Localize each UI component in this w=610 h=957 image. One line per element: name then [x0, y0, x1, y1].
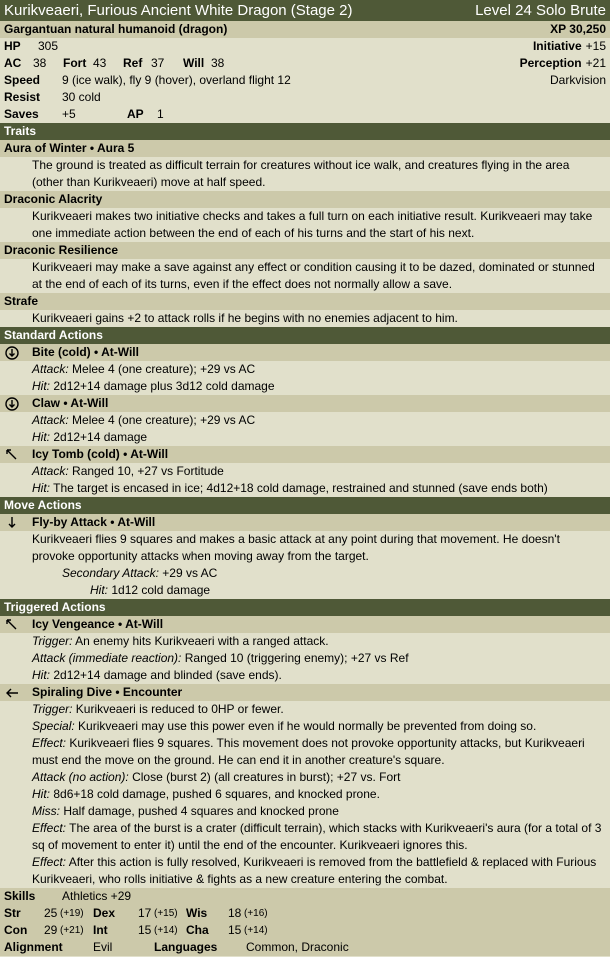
- hit-text: 1d12 cold damage: [111, 583, 211, 597]
- traits-heading: Traits: [0, 123, 610, 140]
- power-title-row: [0, 395, 610, 412]
- trait-aura: [0, 140, 610, 191]
- monster-level: Level 24 Solo Brute: [475, 2, 606, 19]
- effect-label: Effect:: [32, 855, 67, 869]
- standard-actions-heading: Standard Actions: [0, 327, 610, 344]
- alignment-line: [0, 939, 610, 956]
- power-title-row: [0, 446, 610, 463]
- resist-label: Resist: [4, 90, 41, 104]
- attack-text: Ranged 10, +27 vs Fortitude: [72, 464, 224, 478]
- power-spiraling-dive: [0, 684, 610, 888]
- hit-text: The target is encased in ice; 4d12+18 cold damage, restrained and stunned (save ends both): [53, 481, 548, 495]
- abilities-line-2: [0, 922, 610, 939]
- secondary-attack-label: Secondary Attack:: [62, 566, 159, 580]
- int-label: Int: [93, 923, 108, 937]
- trait-text: Kurikveaeri makes two initiative checks and takes a full turn on each initiative result. Kurikveaeri may take one immediate action between the end of each of his turns and the start of his next.: [32, 209, 593, 240]
- footer: [0, 888, 610, 956]
- attack-text: Ranged 10 (triggering enemy); +27 vs Ref: [184, 651, 409, 665]
- effect-text: The area of the burst is a crater (difficult terrain), which stacks with Kurikveaeri's aura (for a total of 3 sq of movement to enter it) until the end of the encounter. Kurikveaeri ignores this.: [32, 821, 602, 852]
- languages-value: Common, Draconic: [246, 940, 349, 954]
- speed-label: Speed: [4, 73, 41, 87]
- hit-label: Hit:: [32, 430, 50, 444]
- attack-text: Close (burst 2) (all creatures in burst); +27 vs. Fort: [132, 770, 401, 784]
- effect-text: After this action is fully resolved, Kurikveaeri is removed from the battlefield & replaced with Furious Kurikveaeri, who rolls initiative & fights as a new creature entering the combat.: [32, 855, 597, 886]
- trait-strafe: [0, 293, 610, 327]
- trait-text: Kurikveaeri gains +2 to attack rolls if he begins with no enemies adjacent to him.: [32, 311, 458, 325]
- trigger-text: An enemy hits Kurikveaeri with a ranged attack.: [75, 634, 329, 648]
- secondary-attack-text: +29 vs AC: [162, 566, 218, 580]
- languages-label: Languages: [154, 940, 218, 954]
- hit-text: 8d6+18 cold damage, pushed 6 squares, and knocked prone.: [53, 787, 380, 801]
- abilities-line-1: [0, 905, 610, 922]
- skills-value: Athletics +29: [62, 889, 132, 903]
- power-title: Icy Vengeance • At-Will: [32, 617, 164, 631]
- effect-label: Effect:: [32, 821, 67, 835]
- attack-text: Melee 4 (one creature); +29 vs AC: [72, 362, 256, 376]
- special-label: Special:: [32, 719, 75, 733]
- cha-mod: (+14): [244, 925, 268, 936]
- power-title: Spiraling Dive • Encounter: [32, 685, 183, 699]
- hit-text: 2d12+14 damage and blinded (save ends).: [53, 668, 282, 682]
- cha-label: Cha: [186, 923, 209, 937]
- hp-value: 305: [38, 39, 59, 53]
- dex-label: Dex: [93, 906, 116, 920]
- trait-alacrity: [0, 191, 610, 242]
- dex-mod: (+15): [154, 908, 178, 919]
- attack-label: Attack:: [32, 464, 69, 478]
- wis-value: 18: [228, 906, 242, 920]
- trigger-label: Trigger:: [32, 634, 73, 648]
- hit-label: Hit:: [32, 787, 50, 801]
- str-mod: (+19): [60, 908, 84, 919]
- ap-label: AP: [127, 107, 144, 121]
- ref-value: 37: [151, 56, 165, 70]
- ac-value: 38: [33, 56, 47, 70]
- saves-label: Saves: [4, 107, 39, 121]
- monster-name: Kurikveaeri, Furious Ancient White Dragon (Stage 2): [4, 2, 353, 19]
- effect-text: Kurikveaeri flies 9 squares. This movement does not provoke opportunity attacks, but Kurikveaeri must end the move on the ground. He can end it in another creature's square.: [32, 736, 585, 767]
- trait-text: Kurikveaeri may make a save against any effect or condition causing it to be dazed, dominated or stunned at the end of each of its turns, even if the effect does not normally allow a save.: [32, 260, 595, 291]
- will-label: Will: [183, 56, 205, 70]
- header-bar: [0, 0, 610, 21]
- melee-icon: [4, 515, 20, 531]
- saves-line: [0, 106, 610, 123]
- power-flyby: [0, 514, 610, 599]
- power-icy-tomb: [0, 446, 610, 497]
- hit-label: Hit:: [90, 583, 108, 597]
- trait-title: Aura of Winter • Aura 5: [0, 140, 610, 157]
- trait-text: The ground is treated as difficult terrain for creatures without ice walk, and creatures flying in the area (other than Kurikveaeri) move at half speed.: [32, 158, 570, 189]
- int-mod: (+14): [154, 925, 178, 936]
- hit-label: Hit:: [32, 668, 50, 682]
- str-value: 25: [44, 906, 58, 920]
- power-title-row: [0, 344, 610, 361]
- attack-text: Melee 4 (one creature); +29 vs AC: [72, 413, 256, 427]
- cha-value: 15: [228, 923, 242, 937]
- int-value: 15: [138, 923, 152, 937]
- hit-label: Hit:: [32, 379, 50, 393]
- ac-label: AC: [4, 56, 22, 70]
- defenses-line: [0, 55, 610, 72]
- effect-label: Effect:: [32, 736, 67, 750]
- attack-label: Attack (no action):: [32, 770, 129, 784]
- miss-label: Miss:: [32, 804, 60, 818]
- skills-line: [0, 888, 610, 905]
- trigger-label: Trigger:: [32, 702, 73, 716]
- power-title-row: [0, 616, 610, 633]
- power-title: Claw • At-Will: [32, 396, 109, 410]
- attack-label: Attack:: [32, 362, 69, 376]
- wis-mod: (+16): [244, 908, 268, 919]
- hp-label: HP: [4, 39, 21, 53]
- con-value: 29: [44, 923, 58, 937]
- trigger-text: Kurikveaeri is reduced to 0HP or fewer.: [75, 702, 284, 716]
- fort-value: 43: [93, 56, 107, 70]
- perception-label: Perception: [519, 56, 582, 70]
- trait-title: Draconic Resilience: [0, 242, 610, 259]
- melee-basic-icon: [4, 396, 20, 412]
- melee-basic-icon: [4, 345, 20, 361]
- alignment-label: Alignment: [4, 940, 63, 954]
- power-icy-vengeance: [0, 616, 610, 684]
- area-icon: [4, 685, 20, 701]
- power-claw: [0, 395, 610, 446]
- str-label: Str: [4, 906, 21, 920]
- triggered-actions-heading: Triggered Actions: [0, 599, 610, 616]
- senses-value: Darkvision: [549, 73, 606, 87]
- special-text: Kurikveaeri may use this power even if he would normally be prevented from doing so.: [78, 719, 537, 733]
- alignment-value: Evil: [93, 940, 113, 954]
- monster-xp: XP 30,250: [550, 22, 606, 36]
- power-title: Bite (cold) • At-Will: [32, 345, 139, 359]
- attack-label: Attack (immediate reaction):: [32, 651, 182, 665]
- type-line: [0, 21, 610, 38]
- con-label: Con: [4, 923, 28, 937]
- monster-type: Gargantuan natural humanoid (dragon): [4, 22, 228, 36]
- initiative-label: Initiative: [532, 39, 582, 53]
- trait-title: Strafe: [0, 293, 610, 310]
- hp-line: [0, 38, 610, 55]
- trait-resilience: [0, 242, 610, 293]
- initiative-value: +15: [585, 39, 606, 53]
- speed-value: 9 (ice walk), fly 9 (hover), overland flight 12: [62, 73, 291, 87]
- move-actions-heading: Move Actions: [0, 497, 610, 514]
- hit-text: 2d12+14 damage plus 3d12 cold damage: [53, 379, 275, 393]
- power-title: Fly-by Attack • At-Will: [32, 515, 156, 529]
- perception-value: +21: [585, 56, 606, 70]
- fort-label: Fort: [63, 56, 87, 70]
- hit-label: Hit:: [32, 481, 50, 495]
- dex-value: 17: [138, 906, 152, 920]
- power-bite: [0, 344, 610, 395]
- ap-value: 1: [157, 107, 164, 121]
- ref-label: Ref: [123, 56, 143, 70]
- power-title-row: [0, 514, 610, 531]
- resist-line: [0, 89, 610, 106]
- power-title: Icy Tomb (cold) • At-Will: [32, 447, 169, 461]
- ranged-icon: [4, 617, 20, 633]
- trait-title: Draconic Alacrity: [0, 191, 610, 208]
- attack-label: Attack:: [32, 413, 69, 427]
- speed-line: [0, 72, 610, 89]
- saves-value: +5: [62, 107, 76, 121]
- wis-label: Wis: [186, 906, 208, 920]
- con-mod: (+21): [60, 925, 84, 936]
- ranged-icon: [4, 447, 20, 463]
- hit-text: 2d12+14 damage: [53, 430, 148, 444]
- resist-value: 30 cold: [62, 90, 101, 104]
- miss-text: Half damage, pushed 4 squares and knocked prone: [63, 804, 339, 818]
- power-title-row: [0, 684, 610, 701]
- skills-label: Skills: [4, 889, 36, 903]
- power-text: Kurikveaeri flies 9 squares and makes a basic attack at any point during that movement. He doesn't provoke opportunity attacks when moving away from the target.: [32, 532, 560, 563]
- will-value: 38: [211, 56, 225, 70]
